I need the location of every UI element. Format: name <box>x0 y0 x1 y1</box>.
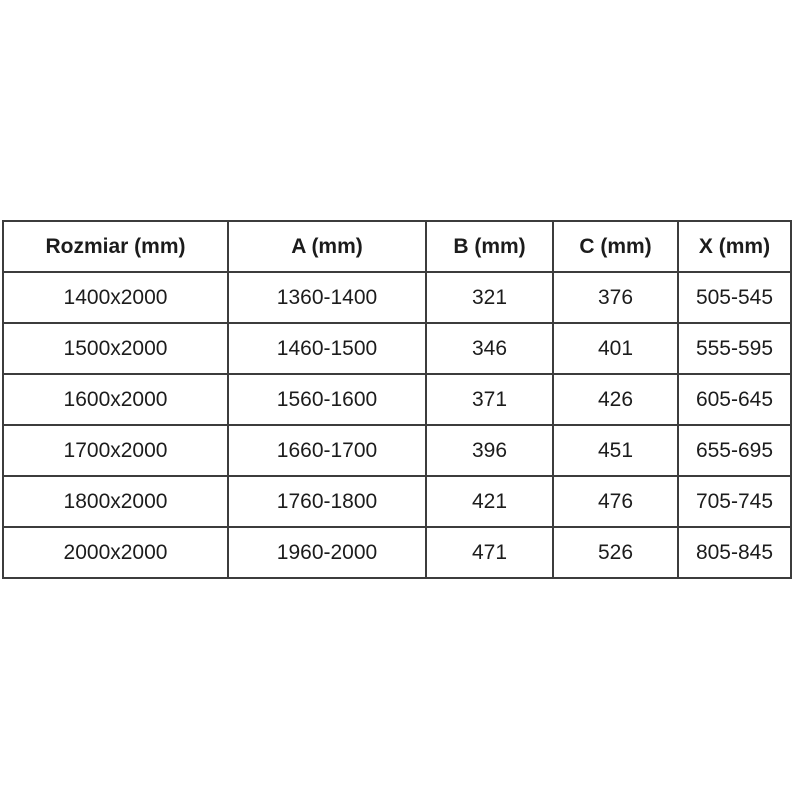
table-cell-a: 1960-2000 <box>228 527 426 578</box>
table-cell-c: 526 <box>553 527 678 578</box>
table-cell-x: 505-545 <box>678 272 791 323</box>
table-cell-rozmiar: 2000x2000 <box>3 527 228 578</box>
table-cell-a: 1360-1400 <box>228 272 426 323</box>
table-cell-b: 471 <box>426 527 553 578</box>
table-cell-b: 371 <box>426 374 553 425</box>
table-cell-rozmiar: 1600x2000 <box>3 374 228 425</box>
table-row <box>3 425 791 476</box>
table-cell-x: 555-595 <box>678 323 791 374</box>
table-cell-rozmiar: 1700x2000 <box>3 425 228 476</box>
table-cell-a: 1560-1600 <box>228 374 426 425</box>
table-cell-x: 705-745 <box>678 476 791 527</box>
table-cell-x: 605-645 <box>678 374 791 425</box>
header-cell-c: C (mm) <box>553 221 678 272</box>
table-cell-rozmiar: 1400x2000 <box>3 272 228 323</box>
table-cell-rozmiar: 1500x2000 <box>3 323 228 374</box>
table-cell-a: 1660-1700 <box>228 425 426 476</box>
table-cell-c: 451 <box>553 425 678 476</box>
size-spec-table <box>2 220 792 579</box>
header-cell-x: X (mm) <box>678 221 791 272</box>
table-row <box>3 323 791 374</box>
table-cell-b: 396 <box>426 425 553 476</box>
header-cell-b: B (mm) <box>426 221 553 272</box>
table-row <box>3 527 791 578</box>
table-cell-x: 805-845 <box>678 527 791 578</box>
table-row <box>3 374 791 425</box>
table-cell-c: 426 <box>553 374 678 425</box>
table-row <box>3 272 791 323</box>
table-cell-c: 476 <box>553 476 678 527</box>
table-row <box>3 476 791 527</box>
table-cell-b: 421 <box>426 476 553 527</box>
table-cell-b: 321 <box>426 272 553 323</box>
header-cell-a: A (mm) <box>228 221 426 272</box>
table-cell-x: 655-695 <box>678 425 791 476</box>
table-cell-c: 376 <box>553 272 678 323</box>
table-header-row <box>3 221 791 272</box>
header-cell-rozmiar: Rozmiar (mm) <box>3 221 228 272</box>
table-cell-a: 1760-1800 <box>228 476 426 527</box>
table-cell-c: 401 <box>553 323 678 374</box>
table-cell-a: 1460-1500 <box>228 323 426 374</box>
table-cell-b: 346 <box>426 323 553 374</box>
table-cell-rozmiar: 1800x2000 <box>3 476 228 527</box>
